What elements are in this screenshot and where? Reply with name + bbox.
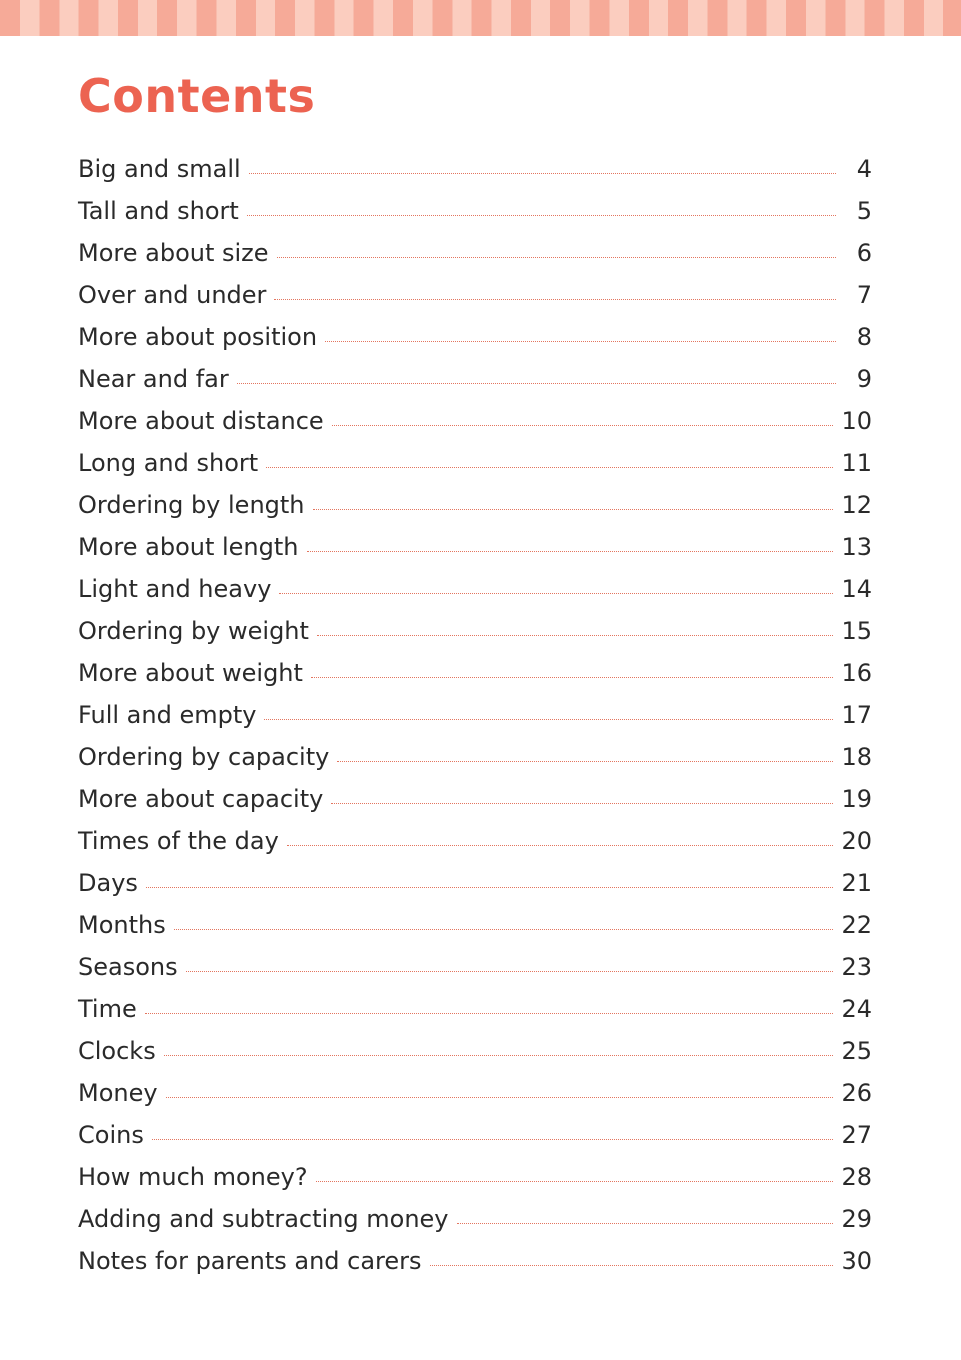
dot-leader [166,1097,834,1098]
toc-entry[interactable] [78,526,872,568]
toc-entry[interactable] [78,1156,872,1198]
toc-entry-title: More about position [78,323,318,351]
toc-entry[interactable] [78,400,872,442]
toc-entry-page-number: 17 [841,701,872,729]
dot-leader [331,803,833,804]
dot-leader [274,299,836,300]
toc-entry-title: Big and small [78,155,241,183]
toc-entry[interactable] [78,232,872,274]
toc-entry[interactable] [78,190,872,232]
toc-entry-title: Light and heavy [78,575,272,603]
dot-leader [311,677,834,678]
toc-entry-page-number: 9 [856,365,872,393]
toc-entry[interactable] [78,148,872,190]
toc-entry-title: Clocks [78,1037,156,1065]
dot-leader [266,467,833,468]
toc-entry-page-number: 24 [841,995,872,1023]
dot-leader [146,887,834,888]
dot-leader [316,1181,834,1182]
dot-leader [325,341,836,342]
dot-leader [279,593,833,594]
dot-leader [307,551,834,552]
toc-entry-title: More about length [78,533,299,561]
dot-leader [237,383,836,384]
toc-entry[interactable] [78,778,872,820]
toc-entry-title: More about capacity [78,785,324,813]
toc-entry-page-number: 29 [841,1205,872,1233]
toc-entry[interactable] [78,694,872,736]
toc-entry-page-number: 8 [856,323,872,351]
toc-entry[interactable] [78,652,872,694]
toc-entry[interactable] [78,1030,872,1072]
dot-leader [164,1055,834,1056]
toc-entry[interactable] [78,442,872,484]
dot-leader [430,1265,834,1266]
toc-entry[interactable] [78,274,872,316]
dot-leader [249,173,836,174]
toc-entry[interactable] [78,1198,872,1240]
toc-entry-page-number: 27 [841,1121,872,1149]
toc-entry-title: Notes for parents and carers [78,1247,422,1275]
toc-entry-page-number: 22 [841,911,872,939]
toc-entry[interactable] [78,316,872,358]
dot-leader [186,971,834,972]
toc-entry-page-number: 16 [841,659,872,687]
toc-entry-title: Days [78,869,138,897]
toc-entry-page-number: 23 [841,953,872,981]
toc-entry-page-number: 7 [856,281,872,309]
toc-entry-title: Long and short [78,449,259,477]
toc-entry-page-number: 4 [856,155,872,183]
toc-entry-title: Seasons [78,953,178,981]
toc-entry-title: More about distance [78,407,324,435]
toc-entry-page-number: 5 [856,197,872,225]
toc-entry-page-number: 30 [841,1247,872,1275]
dot-leader [145,1013,834,1014]
dot-leader [287,845,834,846]
toc-entry-title: Time [78,995,137,1023]
toc-entry-title: Near and far [78,365,229,393]
toc-entry-page-number: 18 [841,743,872,771]
dot-leader [174,929,834,930]
toc-entry-page-number: 12 [841,491,872,519]
toc-entry[interactable] [78,1240,872,1282]
toc-entry-title: Ordering by weight [78,617,309,645]
dot-leader [264,719,833,720]
toc-entry[interactable] [78,988,872,1030]
toc-entry-page-number: 6 [856,239,872,267]
toc-entry-title: More about weight [78,659,303,687]
toc-entry[interactable] [78,1072,872,1114]
toc-entry-page-number: 28 [841,1163,872,1191]
toc-entry-title: Ordering by length [78,491,305,519]
toc-entry[interactable] [78,358,872,400]
dot-leader [337,761,833,762]
toc-entry-page-number: 20 [841,827,872,855]
dot-leader [457,1223,834,1224]
toc-entry[interactable] [78,568,872,610]
dot-leader [317,635,834,636]
dot-leader [332,425,834,426]
toc-entry-title: Full and empty [78,701,257,729]
toc-entry-title: Times of the day [78,827,279,855]
toc-entry[interactable] [78,610,872,652]
toc-entry-title: Tall and short [78,197,239,225]
toc-entry-title: Money [78,1079,158,1107]
table-of-contents [78,148,872,1282]
toc-entry-title: Over and under [78,281,267,309]
dot-leader [313,509,834,510]
dot-leader [277,257,836,258]
toc-entry-page-number: 11 [841,449,872,477]
toc-entry-page-number: 13 [841,533,872,561]
toc-entry[interactable] [78,820,872,862]
toc-entry-page-number: 15 [841,617,872,645]
toc-entry-page-number: 19 [841,785,872,813]
toc-entry-title: Adding and subtracting money [78,1205,449,1233]
toc-entry[interactable] [78,904,872,946]
toc-entry-title: Months [78,911,166,939]
toc-entry[interactable] [78,862,872,904]
toc-entry-page-number: 10 [841,407,872,435]
decorative-stripe-band [0,0,961,36]
toc-entry[interactable] [78,484,872,526]
dot-leader [247,215,836,216]
toc-entry-title: Coins [78,1121,144,1149]
toc-entry[interactable] [78,736,872,778]
toc-entry-title: How much money? [78,1163,308,1191]
toc-entry[interactable] [78,1114,872,1156]
page-title: Contents [78,69,316,123]
dot-leader [152,1139,834,1140]
toc-entry-title: Ordering by capacity [78,743,330,771]
toc-entry[interactable] [78,946,872,988]
toc-entry-page-number: 21 [841,869,872,897]
toc-entry-page-number: 14 [841,575,872,603]
toc-entry-page-number: 26 [841,1079,872,1107]
toc-entry-page-number: 25 [841,1037,872,1065]
toc-entry-title: More about size [78,239,269,267]
